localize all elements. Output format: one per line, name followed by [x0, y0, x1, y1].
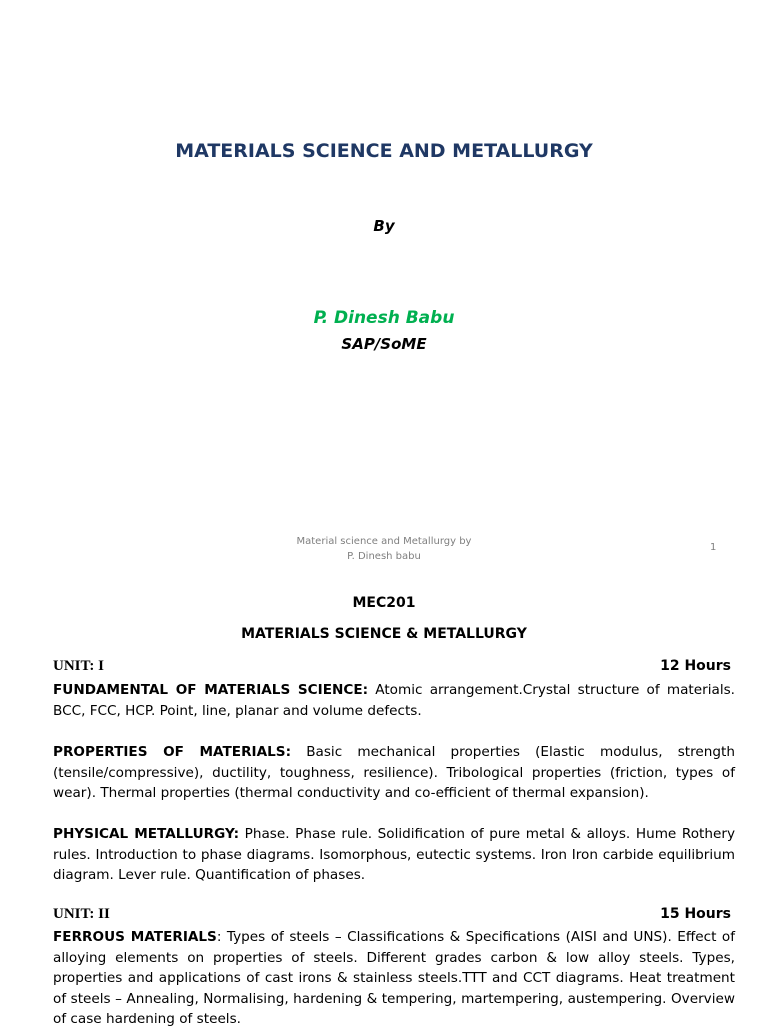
section-physical-metallurgy	[53, 824, 735, 886]
section-text: Phase. Phase rule. Solidification of pure metal & alloys. Hume Rothery rules. Introduction to phase diagrams. Isomorphous, eutectic systems. Iron Iron carbide equilibrium diagram. Lever rule. Quantification of phases.	[53, 826, 735, 883]
section-text: Atomic arrangement.Crystal structure of materials. BCC, FCC, HCP. Point, line, planar and volume defects.	[53, 682, 735, 719]
section-heading: PHYSICAL METALLURGY:	[53, 826, 240, 842]
slide-title: MATERIALS SCIENCE AND METALLURGY	[175, 140, 593, 162]
unit-1-hours: 12 Hours	[660, 658, 731, 674]
unit-2-header	[53, 906, 731, 923]
unit-2-label: UNIT: II	[53, 906, 110, 922]
slide-footer	[254, 534, 514, 564]
syllabus-slide	[0, 580, 768, 1027]
section-text: Basic mechanical properties (Elastic modulus, strength (tensile/compressive), ductility, toughness, resilience). Tribological properties (friction, types of wear). Thermal properties (thermal conductivity and co-efficient of thermal expansion).	[53, 744, 735, 801]
footer-line-2: P. Dinesh babu	[347, 551, 421, 562]
section-heading: PROPERTIES OF MATERIALS:	[53, 744, 292, 760]
author-name: P. Dinesh Babu	[313, 308, 455, 328]
footer-line-1: Material science and Metallurgy by	[296, 536, 472, 547]
section-heading: FUNDAMENTAL OF MATERIALS SCIENCE:	[53, 682, 369, 698]
section-ferrous-materials	[53, 927, 735, 1030]
section-fundamentals	[53, 680, 735, 721]
page-number: 1	[710, 542, 717, 553]
course-title: MATERIALS SCIENCE & METALLURGY	[241, 626, 527, 642]
unit-1-header	[53, 658, 731, 675]
course-code: MEC201	[352, 595, 416, 611]
section-properties	[53, 742, 735, 804]
department-label: SAP/SoME	[341, 335, 427, 353]
by-label: By	[373, 217, 395, 235]
section-text: : Types of steels – Classifications & Specifications (AISI and UNS). Effect of alloying elements on properties of steels. Different grades carbon & low alloy steels. Types, properties and applications of cast irons & stainless steels.TTT and CCT diagrams. Heat treatment of steels – Annealing, Normalising, hardening & tempering, martempering, austempering. Overview of case hardening of steels.	[53, 929, 735, 1027]
unit-1-label: UNIT: I	[53, 658, 104, 674]
unit-2-hours: 15 Hours	[660, 906, 731, 922]
section-heading: FERROUS MATERIALS	[53, 929, 217, 945]
